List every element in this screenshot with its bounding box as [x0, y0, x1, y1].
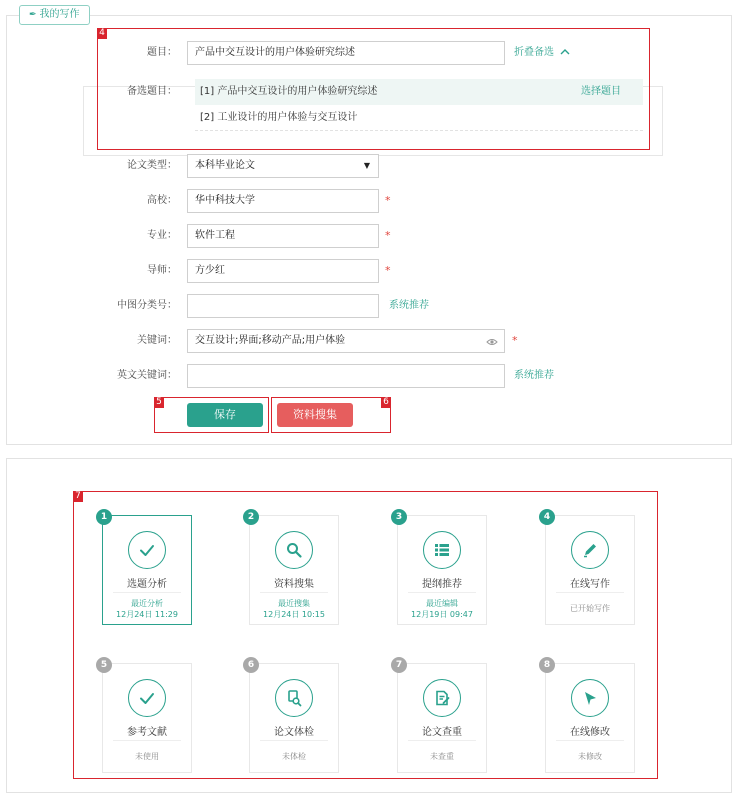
step-number-badge: 5 — [96, 657, 112, 673]
step-number-badge: 8 — [539, 657, 555, 673]
paper-type-select[interactable] — [187, 154, 379, 178]
step-icon-circle[interactable] — [275, 679, 313, 717]
inspect-icon — [285, 689, 303, 707]
step-status: 未使用 — [135, 752, 159, 761]
step-divider — [260, 740, 328, 741]
writing-form-panel — [6, 15, 732, 445]
step-number-badge: 7 — [391, 657, 407, 673]
step-card-6[interactable] — [247, 660, 339, 773]
step-number-badge: 4 — [539, 509, 555, 525]
step-icon-circle[interactable] — [275, 531, 313, 569]
check-icon — [138, 689, 156, 707]
step-title: 提纲推荐 — [422, 579, 462, 590]
step-status: 未查重 — [430, 752, 454, 761]
step-title: 论文查重 — [422, 727, 462, 738]
school-input[interactable]: 华中科技大学 — [187, 189, 379, 213]
paper-type-value: 本科毕业论文 — [195, 160, 255, 171]
annotation-label: 6 — [381, 397, 391, 408]
step-divider — [260, 592, 328, 593]
step-divider — [556, 592, 624, 593]
keywords-input[interactable] — [187, 329, 505, 353]
step-status: 最近编辑 — [426, 599, 458, 608]
step-status: 最近搜集 — [278, 599, 310, 608]
step-divider — [556, 740, 624, 741]
step-title: 资料搜集 — [274, 579, 314, 590]
alt-titles-label: 备选题目： — [127, 86, 177, 97]
step-timestamp: 12月24日 11:29 — [116, 610, 178, 619]
step-title: 参考文献 — [127, 727, 167, 738]
step-title: 在线写作 — [570, 579, 610, 590]
alt-title-option-2[interactable] — [195, 105, 643, 131]
required-mark: * — [385, 264, 391, 277]
en-keywords-label: 英文关键词： — [117, 370, 177, 381]
search-icon — [285, 541, 303, 559]
major-label: 专业： — [147, 230, 177, 241]
eye-icon[interactable] — [486, 336, 498, 348]
collapse-alternatives-toggle[interactable] — [514, 41, 570, 65]
title-label: 题目： — [147, 47, 177, 58]
step-divider — [408, 592, 476, 593]
step-icon-circle[interactable] — [571, 531, 609, 569]
step-status: 最近分析 — [131, 599, 163, 608]
material-search-button[interactable]: 资料搜集 — [277, 403, 353, 427]
en-keywords-recommend-link[interactable]: 系统推荐 — [514, 370, 554, 381]
tab-label: 我的写作 — [39, 9, 80, 20]
step-icon-circle[interactable] — [128, 531, 166, 569]
step-divider — [408, 740, 476, 741]
step-divider — [113, 592, 181, 593]
step-card-1[interactable] — [100, 512, 192, 625]
alt-title-text: [1] 产品中交互设计的用户体验研究综述 — [200, 86, 378, 97]
step-timestamp: 12月24日 10:15 — [263, 610, 325, 619]
step-number-badge: 1 — [96, 509, 112, 525]
dropdown-arrow-icon: ▼ — [363, 161, 370, 170]
required-mark: * — [385, 194, 391, 207]
send-icon — [581, 689, 599, 707]
major-input[interactable]: 软件工程 — [187, 224, 379, 248]
keywords-label: 关键词： — [137, 335, 177, 346]
school-label: 高校： — [147, 195, 177, 206]
clc-input[interactable] — [187, 294, 379, 318]
paper-type-label: 论文类型： — [127, 160, 177, 171]
step-icon-circle[interactable] — [128, 679, 166, 717]
save-button[interactable]: 保存 — [187, 403, 263, 427]
step-card-2[interactable] — [247, 512, 339, 625]
document-edit-icon — [433, 689, 451, 707]
alt-title-text: [2] 工业设计的用户体验与交互设计 — [200, 112, 358, 123]
tutor-label: 导师： — [147, 265, 177, 276]
step-status: 未修改 — [578, 752, 602, 761]
chevron-up-icon — [560, 48, 570, 56]
step-status: 未体检 — [282, 752, 306, 761]
pen-icon — [581, 541, 599, 559]
step-title: 在线修改 — [570, 727, 610, 738]
step-card-8[interactable] — [543, 660, 635, 773]
select-title-link[interactable]: 选择题目 — [581, 86, 621, 97]
required-mark: * — [512, 334, 518, 347]
annotation-label: 5 — [154, 397, 164, 408]
my-writing-tab[interactable] — [19, 5, 90, 25]
keywords-value: 交互设计;界面;移动产品;用户体验 — [195, 335, 346, 346]
step-divider — [113, 740, 181, 741]
en-keywords-input[interactable] — [187, 364, 505, 388]
step-timestamp: 12月19日 09:47 — [411, 610, 473, 619]
required-mark: * — [385, 229, 391, 242]
tutor-input[interactable]: 方少红 — [187, 259, 379, 283]
alt-title-option-1[interactable] — [195, 79, 643, 105]
step-title: 论文体检 — [274, 727, 314, 738]
step-card-5[interactable] — [100, 660, 192, 773]
annotation-label: 7 — [73, 491, 83, 502]
step-icon-circle[interactable] — [423, 531, 461, 569]
step-card-4[interactable] — [543, 512, 635, 625]
clc-label: 中图分类号： — [117, 300, 177, 311]
annotation-label: 4 — [97, 28, 107, 39]
step-icon-circle[interactable] — [423, 679, 461, 717]
step-number-badge: 6 — [243, 657, 259, 673]
step-icon-circle[interactable] — [571, 679, 609, 717]
step-number-badge: 2 — [243, 509, 259, 525]
list-icon — [433, 541, 451, 559]
collapse-label: 折叠备选 — [514, 47, 554, 58]
step-status: 已开始写作 — [570, 604, 610, 613]
pin-icon: ✒ — [29, 10, 37, 20]
clc-recommend-link[interactable]: 系统推荐 — [389, 300, 429, 311]
step-card-7[interactable] — [395, 660, 487, 773]
title-input[interactable]: 产品中交互设计的用户体验研究综述 — [187, 41, 505, 65]
step-title: 选题分析 — [127, 579, 167, 590]
check-icon — [138, 541, 156, 559]
step-card-3[interactable] — [395, 512, 487, 625]
step-number-badge: 3 — [391, 509, 407, 525]
